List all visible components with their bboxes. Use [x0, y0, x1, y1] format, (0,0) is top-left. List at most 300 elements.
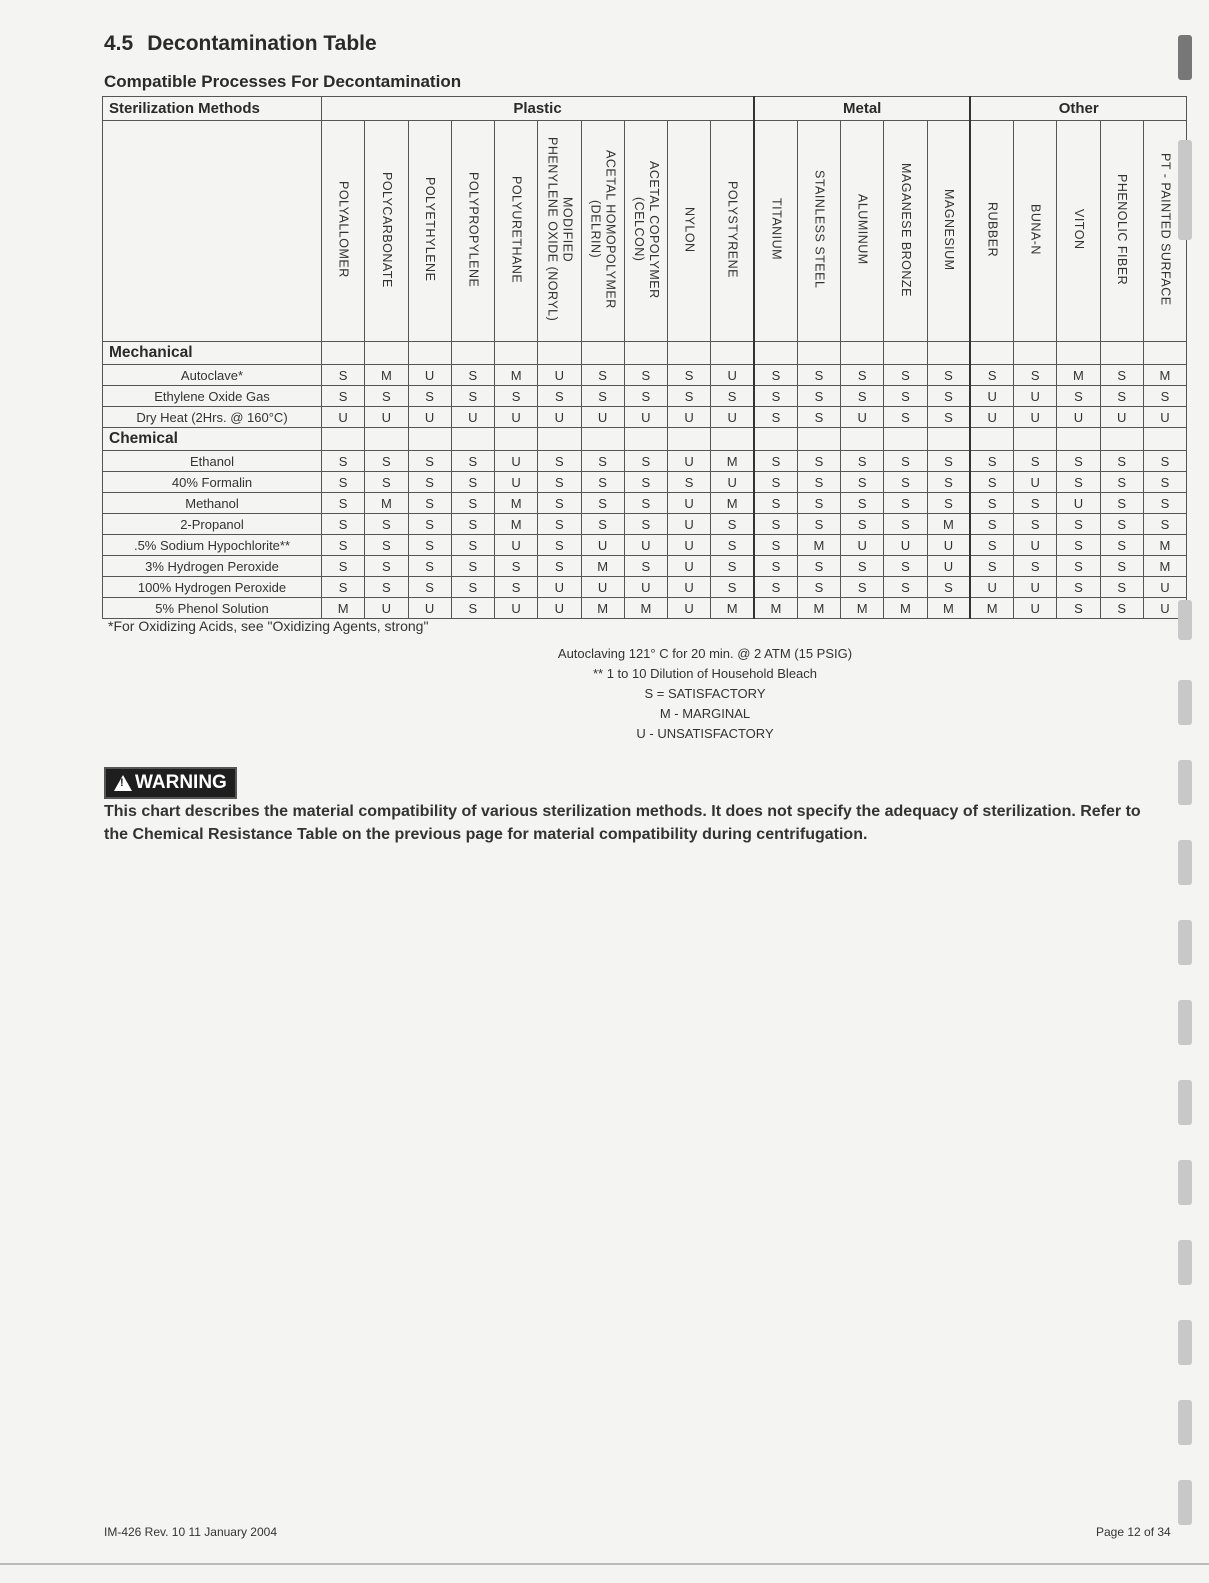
rating-cell: S: [408, 577, 451, 598]
rating-cell: S: [408, 556, 451, 577]
rating-cell: S: [322, 556, 365, 577]
rating-cell: S: [1100, 365, 1143, 386]
rating-cell: S: [451, 556, 494, 577]
rating-cell: U: [495, 598, 538, 619]
legend-line: ** 1 to 10 Dilution of Household Bleach: [592, 666, 818, 681]
material-label: PT - PAINTED SURFACE: [1158, 153, 1173, 306]
rating-cell: S: [624, 472, 667, 493]
rating-cell: U: [841, 535, 884, 556]
empty-cell: [668, 342, 711, 365]
binder-tab: [1178, 920, 1192, 965]
empty-cell: [1143, 428, 1186, 451]
rating-cell: U: [624, 407, 667, 428]
decontamination-table: [102, 96, 1187, 619]
rating-cell: U: [408, 407, 451, 428]
rating-cell: U: [711, 365, 754, 386]
rating-cell: S: [970, 365, 1013, 386]
rating-cell: U: [495, 407, 538, 428]
rating-cell: M: [841, 598, 884, 619]
rating-cell: S: [884, 386, 927, 407]
rating-cell: S: [841, 493, 884, 514]
material-label: ACETAL COPOLYMER (CELCON): [631, 160, 661, 299]
table-row: [103, 451, 1187, 472]
rating-cell: U: [927, 556, 970, 577]
process-label: 5% Phenol Solution: [103, 598, 322, 619]
rating-cell: U: [1143, 407, 1186, 428]
empty-cell: [365, 428, 408, 451]
rating-cell: U: [538, 407, 581, 428]
rating-cell: U: [408, 365, 451, 386]
table-row: [103, 556, 1187, 577]
rating-cell: S: [1057, 577, 1100, 598]
rating-cell: U: [495, 451, 538, 472]
rating-cell: S: [538, 514, 581, 535]
rating-cell: S: [711, 577, 754, 598]
material-label: MAGANESE BRONZE: [898, 162, 913, 297]
rating-cell: S: [754, 451, 797, 472]
rating-cell: S: [754, 493, 797, 514]
rating-cell: U: [581, 407, 624, 428]
process-label: .5% Sodium Hypochlorite**: [103, 535, 322, 556]
rating-cell: S: [927, 451, 970, 472]
table-row: [103, 472, 1187, 493]
rating-cell: S: [1143, 451, 1186, 472]
rating-cell: S: [711, 386, 754, 407]
rating-cell: M: [365, 493, 408, 514]
empty-cell: [1014, 342, 1057, 365]
rating-cell: S: [841, 386, 884, 407]
legend: [505, 644, 905, 744]
group-header-other: Other: [970, 97, 1186, 121]
material-header: [624, 121, 667, 342]
rating-cell: S: [797, 514, 840, 535]
material-label: STAINLESS STEEL: [812, 170, 827, 289]
category-row: [103, 428, 1187, 451]
rating-cell: S: [581, 365, 624, 386]
material-label: POLYCARBONATE: [379, 171, 394, 288]
rating-cell: U: [668, 556, 711, 577]
footer-doc-id: IM-426 Rev. 10 11 January 2004: [104, 1525, 277, 1539]
empty-cell: [797, 428, 840, 451]
warning-triangle-icon: [114, 775, 132, 791]
rating-cell: S: [711, 556, 754, 577]
rating-cell: S: [1014, 493, 1057, 514]
rating-cell: U: [884, 535, 927, 556]
rating-cell: S: [970, 535, 1013, 556]
rating-cell: S: [495, 577, 538, 598]
rating-cell: U: [668, 407, 711, 428]
empty-cell: [451, 342, 494, 365]
rating-cell: S: [408, 493, 451, 514]
rating-cell: U: [1143, 598, 1186, 619]
binder-tab: [1178, 1320, 1192, 1365]
rating-cell: S: [754, 472, 797, 493]
rating-cell: U: [1100, 407, 1143, 428]
empty-cell: [927, 342, 970, 365]
rating-cell: S: [668, 386, 711, 407]
rating-cell: S: [365, 514, 408, 535]
rating-cell: S: [927, 493, 970, 514]
rating-cell: M: [884, 598, 927, 619]
rating-cell: M: [322, 598, 365, 619]
table-subtitle: Compatible Processes For Decontamination: [104, 72, 462, 91]
rating-cell: S: [884, 451, 927, 472]
process-label: 100% Hydrogen Peroxide: [103, 577, 322, 598]
rating-cell: S: [797, 407, 840, 428]
rating-cell: U: [668, 493, 711, 514]
rating-cell: M: [495, 493, 538, 514]
empty-cell: [668, 428, 711, 451]
material-header: [797, 121, 840, 342]
rating-cell: S: [1014, 556, 1057, 577]
rating-cell: S: [841, 451, 884, 472]
rating-cell: S: [451, 493, 494, 514]
empty-cell: [797, 342, 840, 365]
rating-cell: S: [451, 535, 494, 556]
rating-cell: S: [1100, 556, 1143, 577]
rating-cell: S: [624, 386, 667, 407]
rating-cell: S: [884, 407, 927, 428]
empty-cell: [581, 428, 624, 451]
rating-cell: S: [927, 577, 970, 598]
rating-cell: S: [624, 451, 667, 472]
material-label: VITON: [1071, 209, 1086, 250]
material-header: [1057, 121, 1100, 342]
category-row: [103, 342, 1187, 365]
rating-cell: S: [1100, 535, 1143, 556]
rating-cell: S: [624, 556, 667, 577]
material-label: PHENOLIC FIBER: [1115, 173, 1130, 286]
empty-cell: [624, 428, 667, 451]
rating-cell: S: [1057, 472, 1100, 493]
rating-cell: U: [581, 577, 624, 598]
rating-cell: S: [754, 407, 797, 428]
rating-cell: S: [581, 386, 624, 407]
rating-cell: S: [797, 365, 840, 386]
rating-cell: S: [1100, 472, 1143, 493]
process-label: 2-Propanol: [103, 514, 322, 535]
rating-cell: S: [538, 556, 581, 577]
rating-cell: U: [927, 535, 970, 556]
rating-cell: S: [495, 556, 538, 577]
process-label: 3% Hydrogen Peroxide: [103, 556, 322, 577]
rating-cell: U: [1143, 577, 1186, 598]
material-header: [495, 121, 538, 342]
material-header: [365, 121, 408, 342]
material-header: [1014, 121, 1057, 342]
rating-cell: S: [1100, 493, 1143, 514]
binder-tab: [1178, 1080, 1192, 1125]
binder-tab: [1178, 600, 1192, 640]
rating-cell: S: [970, 493, 1013, 514]
process-label: Methanol: [103, 493, 322, 514]
rating-cell: S: [451, 472, 494, 493]
rating-cell: U: [1057, 493, 1100, 514]
rating-cell: S: [322, 577, 365, 598]
rating-cell: S: [1100, 577, 1143, 598]
rating-cell: S: [841, 514, 884, 535]
process-label: 40% Formalin: [103, 472, 322, 493]
rating-cell: S: [1057, 514, 1100, 535]
rating-cell: U: [970, 407, 1013, 428]
binder-tab: [1178, 1400, 1192, 1445]
rating-cell: S: [711, 514, 754, 535]
rating-cell: U: [538, 365, 581, 386]
rating-cell: S: [1100, 514, 1143, 535]
material-label: MAGNESIUM: [941, 188, 956, 271]
rating-cell: S: [581, 472, 624, 493]
material-label: POLYALLOMER: [336, 181, 351, 278]
binder-tab: [1178, 35, 1192, 80]
legend-line: Autoclaving 121° C for 20 min. @ 2 ATM (15 PSIG): [557, 646, 853, 661]
material-header: [581, 121, 624, 342]
rating-cell: S: [538, 535, 581, 556]
rating-cell: S: [581, 451, 624, 472]
rating-cell: M: [711, 451, 754, 472]
rating-cell: S: [1100, 598, 1143, 619]
table-row: [103, 598, 1187, 619]
material-header-row: [103, 121, 1187, 342]
rating-cell: U: [624, 577, 667, 598]
rating-cell: S: [668, 472, 711, 493]
binder-tab: [1178, 1160, 1192, 1205]
table-row: [103, 386, 1187, 407]
rating-cell: S: [451, 598, 494, 619]
empty-cell: [408, 342, 451, 365]
rating-cell: M: [1143, 365, 1186, 386]
rating-cell: U: [711, 472, 754, 493]
rating-cell: M: [495, 514, 538, 535]
rating-cell: S: [797, 493, 840, 514]
rating-cell: U: [841, 407, 884, 428]
rating-cell: S: [1057, 556, 1100, 577]
table-row: [103, 535, 1187, 556]
rating-cell: U: [970, 386, 1013, 407]
material-label: MODIFIED PHENYLENE OXIDE (NORYL): [545, 137, 575, 322]
binder-tab: [1178, 140, 1192, 240]
rating-cell: U: [495, 472, 538, 493]
material-label: ALUMINUM: [855, 194, 870, 265]
material-header: [322, 121, 365, 342]
empty-cell: [1057, 342, 1100, 365]
rating-cell: U: [668, 577, 711, 598]
rating-cell: U: [1014, 386, 1057, 407]
legend-line: S = SATISFACTORY: [644, 686, 766, 701]
category-label: Chemical: [103, 428, 322, 451]
rating-cell: S: [1057, 386, 1100, 407]
rating-cell: U: [365, 407, 408, 428]
rating-cell: S: [538, 451, 581, 472]
group-header-row: [103, 97, 1187, 121]
group-header-metal: Metal: [754, 97, 970, 121]
binder-tab: [1178, 760, 1192, 805]
rating-cell: M: [711, 598, 754, 619]
rating-cell: S: [970, 472, 1013, 493]
empty-cell: [970, 342, 1013, 365]
process-label: Autoclave*: [103, 365, 322, 386]
rating-cell: S: [841, 365, 884, 386]
binder-tab: [1178, 1240, 1192, 1285]
empty-cell: [1100, 428, 1143, 451]
rating-cell: S: [581, 514, 624, 535]
rating-cell: S: [365, 451, 408, 472]
rating-cell: U: [581, 535, 624, 556]
category-label: Mechanical: [103, 342, 322, 365]
footnote: *For Oxidizing Acids, see "Oxidizing Agents, strong": [108, 618, 429, 634]
rating-cell: U: [970, 577, 1013, 598]
rating-cell: S: [365, 577, 408, 598]
rating-cell: S: [884, 365, 927, 386]
empty-cell: [581, 342, 624, 365]
rating-cell: S: [322, 493, 365, 514]
rating-cell: S: [970, 451, 1013, 472]
binder-tab: [1178, 840, 1192, 885]
process-label: Ethanol: [103, 451, 322, 472]
rating-cell: S: [322, 535, 365, 556]
rating-cell: S: [668, 365, 711, 386]
rating-cell: S: [1143, 514, 1186, 535]
material-label: TITANIUM: [769, 198, 784, 261]
rating-cell: S: [754, 365, 797, 386]
rating-cell: S: [841, 472, 884, 493]
rating-cell: S: [408, 451, 451, 472]
rating-cell: S: [754, 386, 797, 407]
rating-cell: S: [884, 577, 927, 598]
rating-cell: U: [624, 535, 667, 556]
empty-cell: [841, 342, 884, 365]
binder-tab: [1178, 1000, 1192, 1045]
rating-cell: S: [1057, 451, 1100, 472]
rating-cell: S: [408, 535, 451, 556]
rating-cell: S: [1014, 365, 1057, 386]
rating-cell: S: [451, 514, 494, 535]
material-header: [754, 121, 797, 342]
rating-cell: M: [624, 598, 667, 619]
material-label: ACETAL HOMOPOLYMER (DELRIN): [588, 150, 618, 309]
rating-cell: S: [884, 514, 927, 535]
empty-cell: [451, 428, 494, 451]
rating-cell: S: [365, 556, 408, 577]
rating-cell: S: [711, 535, 754, 556]
material-label: POLYPROPYLENE: [466, 171, 481, 288]
rating-cell: S: [927, 386, 970, 407]
rating-cell: S: [841, 556, 884, 577]
empty-cell: [495, 428, 538, 451]
empty-cell: [322, 428, 365, 451]
process-label: Dry Heat (2Hrs. @ 160°C): [103, 407, 322, 428]
rating-cell: U: [1014, 577, 1057, 598]
material-label: POLYSTYRENE: [725, 181, 740, 278]
rating-cell: U: [668, 535, 711, 556]
empty-cell: [884, 342, 927, 365]
rating-cell: S: [581, 493, 624, 514]
rating-cell: S: [1143, 493, 1186, 514]
empty-cell: [841, 428, 884, 451]
empty-cell: [1014, 428, 1057, 451]
material-label: RUBBER: [985, 201, 1000, 258]
rating-cell: U: [408, 598, 451, 619]
legend-line: M - MARGINAL: [659, 706, 751, 721]
material-label: POLYETHYLENE: [423, 177, 438, 282]
empty-cell: [970, 428, 1013, 451]
rating-cell: S: [322, 451, 365, 472]
rating-cell: S: [365, 472, 408, 493]
rating-cell: S: [1014, 514, 1057, 535]
rating-cell: M: [970, 598, 1013, 619]
rating-cell: M: [581, 598, 624, 619]
rating-cell: M: [797, 535, 840, 556]
rating-cell: S: [624, 493, 667, 514]
rating-cell: M: [365, 365, 408, 386]
rating-cell: S: [408, 386, 451, 407]
legend-line: U - UNSATISFACTORY: [636, 726, 774, 741]
empty-cell: [322, 342, 365, 365]
rating-cell: S: [408, 514, 451, 535]
rating-cell: M: [927, 598, 970, 619]
rating-cell: M: [711, 493, 754, 514]
rating-cell: S: [797, 451, 840, 472]
rating-cell: S: [1057, 535, 1100, 556]
table-row: [103, 493, 1187, 514]
section-title: [104, 32, 377, 56]
warning-badge: [104, 767, 237, 799]
rating-cell: S: [884, 556, 927, 577]
empty-cell: [408, 428, 451, 451]
rating-cell: S: [841, 577, 884, 598]
material-label: BUNA-N: [1028, 204, 1043, 255]
rating-cell: U: [668, 514, 711, 535]
rating-cell: M: [1057, 365, 1100, 386]
rating-cell: S: [754, 577, 797, 598]
rating-cell: S: [797, 386, 840, 407]
empty-cell: [538, 428, 581, 451]
rating-cell: U: [1014, 407, 1057, 428]
rating-cell: M: [1143, 556, 1186, 577]
rating-cell: U: [322, 407, 365, 428]
rating-cell: U: [538, 598, 581, 619]
material-header: [408, 121, 451, 342]
rating-cell: S: [1100, 451, 1143, 472]
section-title-text: Decontamination Table: [147, 32, 377, 55]
rating-cell: M: [495, 365, 538, 386]
methods-header: Sterilization Methods: [103, 97, 322, 121]
rating-cell: U: [495, 535, 538, 556]
material-header: [538, 121, 581, 342]
rating-cell: S: [1143, 386, 1186, 407]
material-label: NYLON: [682, 206, 697, 253]
rating-cell: M: [1143, 535, 1186, 556]
rating-cell: M: [797, 598, 840, 619]
rating-cell: S: [451, 451, 494, 472]
rating-cell: S: [884, 493, 927, 514]
material-header: [970, 121, 1013, 342]
rating-cell: S: [451, 386, 494, 407]
rating-cell: S: [624, 365, 667, 386]
rating-cell: S: [1100, 386, 1143, 407]
empty-cell: [754, 428, 797, 451]
page-bottom-rule: [0, 1563, 1209, 1565]
rating-cell: S: [970, 514, 1013, 535]
rating-cell: S: [1057, 598, 1100, 619]
rating-cell: S: [495, 386, 538, 407]
table-row: [103, 407, 1187, 428]
rating-cell: S: [538, 493, 581, 514]
rating-cell: S: [927, 472, 970, 493]
rating-cell: S: [754, 514, 797, 535]
rating-cell: S: [322, 472, 365, 493]
rating-cell: U: [1014, 535, 1057, 556]
table-row: [103, 514, 1187, 535]
